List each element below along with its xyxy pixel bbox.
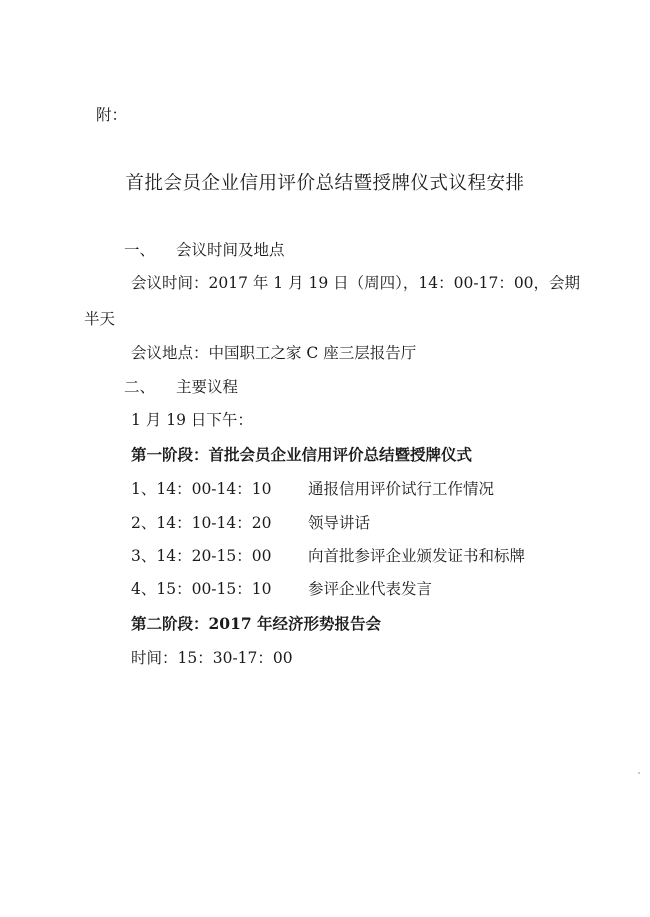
- agenda-item-time: 4、15：00-15：10: [131, 580, 272, 598]
- section-number: 一、: [124, 241, 156, 259]
- agenda-item-time: 2、14：10-14：20: [131, 514, 272, 532]
- scan-speck: [638, 772, 640, 774]
- agenda-item-desc: 向首批参评企业颁发证书和标牌: [308, 547, 526, 565]
- section-heading-text: 主要议程: [176, 378, 239, 396]
- stage-2-title: 第二阶段：2017 年经济形势报告会: [131, 614, 382, 633]
- meeting-location: 会议地点：中国职工之家 C 座三层报告厅: [131, 344, 417, 362]
- agenda-item-desc: 通报信用评价试行工作情况: [308, 480, 495, 498]
- meeting-time-line: 会议时间：2017 年 1 月 19 日（周四），14：00-17：00，会期: [131, 274, 581, 292]
- section-heading-text: 会议时间及地点: [176, 241, 285, 259]
- agenda-item-time: 3、14：20-15：00: [131, 547, 272, 565]
- agenda-item-desc: 参评企业代表发言: [308, 580, 433, 598]
- meeting-time-line-continued: 半天: [84, 310, 116, 328]
- agenda-item-time: 1、14：00-14：10: [131, 480, 272, 498]
- stage-2-time: 时间：15：30-17：00: [131, 649, 293, 667]
- agenda-item: [131, 545, 525, 567]
- agenda-item: [131, 512, 370, 534]
- stage-1-title: 第一阶段：首批会员企业信用评价总结暨授牌仪式: [131, 445, 473, 464]
- agenda-item-desc: 领导讲话: [308, 514, 371, 532]
- section-heading-2: [124, 376, 238, 398]
- section-heading-1: [124, 239, 285, 261]
- agenda-item: [131, 578, 432, 600]
- agenda-date: 1 月 19 日下午：: [131, 411, 253, 429]
- attachment-label: 附：: [96, 106, 128, 124]
- section-number: 二、: [124, 378, 156, 396]
- document-title: 首批会员企业信用评价总结暨授牌仪式议程安排: [125, 173, 525, 194]
- agenda-item: [131, 478, 494, 500]
